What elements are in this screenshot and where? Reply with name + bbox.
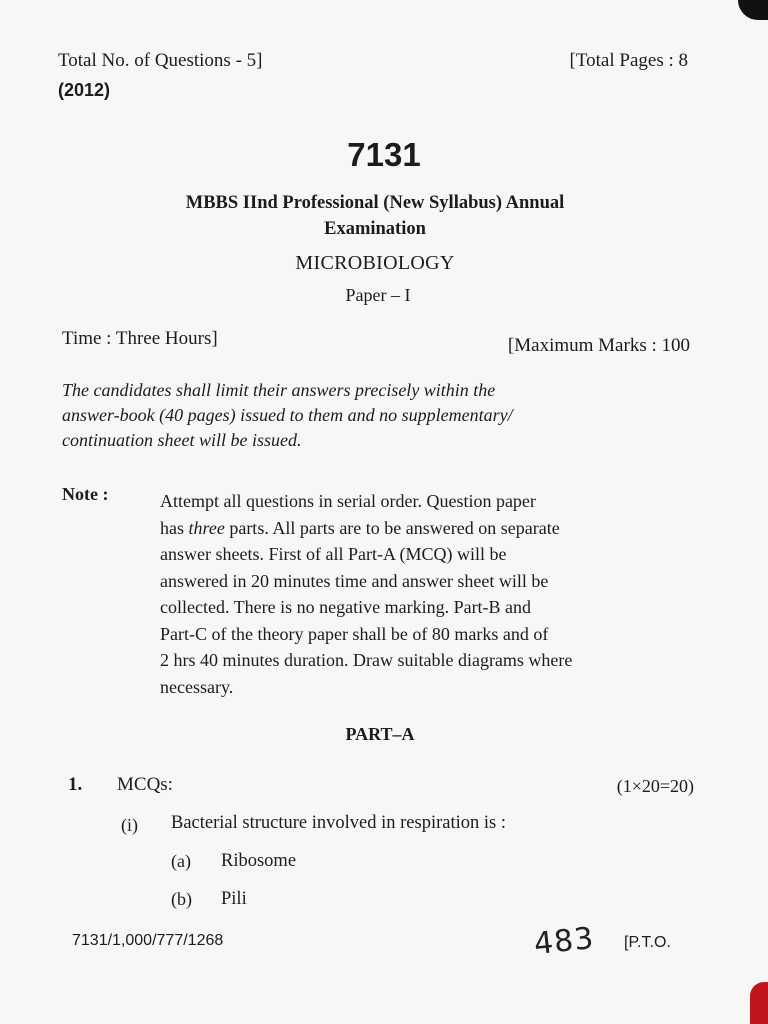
exam-year: (2012) xyxy=(58,80,111,100)
exam-title-line1: MBBS IInd Professional (New Syllabus) Annual xyxy=(185,193,565,213)
note-line: has three parts. All parts are to be answered on separate xyxy=(160,517,560,538)
subquestion-text: Bacterial structure involved in respiration is : xyxy=(171,813,506,833)
question-number: 1. xyxy=(68,774,83,795)
paper-number: Paper – I xyxy=(345,285,411,305)
note-label: Note : xyxy=(62,484,109,504)
time-allowed: Time : Three Hours] xyxy=(62,328,218,349)
note-line: collected. There is no negative marking. Part-B and xyxy=(160,597,532,617)
subject-title: MICROBIOLOGY xyxy=(295,252,455,274)
pto-marker: [P.T.O. xyxy=(624,934,671,951)
option-label: (b) xyxy=(171,889,192,909)
option-label: (a) xyxy=(171,851,191,871)
maximum-marks: [Maximum Marks : 100 xyxy=(507,335,690,356)
note-line: answered in 20 minutes time and answer sheet will be xyxy=(160,570,549,591)
note-line: 2 hrs 40 minutes duration. Draw suitable diagrams where xyxy=(160,650,573,670)
note-line: Attempt all questions in serial order. Question paper xyxy=(160,491,536,511)
option-text: Pili xyxy=(221,889,247,909)
note-body xyxy=(160,488,696,700)
section-heading-part-a: PART–A xyxy=(345,724,415,744)
handwritten-number: 483 xyxy=(532,920,596,963)
page-edge-mark xyxy=(750,982,768,1024)
note-line: Part-C of the theory paper shall be of 80 marks and of xyxy=(160,623,549,644)
exam-title-line2: Examination xyxy=(324,219,426,239)
paper-code: 7131 xyxy=(347,136,421,173)
instruction-line: answer-book (40 pages) issued to them and no supplementary/ xyxy=(62,405,513,425)
question-marks: (1×20=20) xyxy=(616,776,694,796)
instruction-line: The candidates shall limit their answers precisely within the xyxy=(62,380,496,400)
page-edge-shadow xyxy=(738,0,768,20)
note-line: necessary. xyxy=(160,676,234,697)
note-line: answer sheets. First of all Part-A (MCQ) will be xyxy=(160,544,507,564)
footer-print-code: 7131/1,000/777/1268 xyxy=(72,932,224,949)
option-text: Ribosome xyxy=(221,851,297,871)
instructions xyxy=(62,378,694,453)
total-questions: Total No. of Questions - 5] xyxy=(58,50,263,71)
emphasis-word: three xyxy=(188,517,225,538)
subquestion-number: (i) xyxy=(121,815,138,835)
question-text: MCQs: xyxy=(117,774,173,795)
total-pages: [Total Pages : 8 xyxy=(569,50,688,71)
instruction-line: continuation sheet will be issued. xyxy=(62,430,302,450)
